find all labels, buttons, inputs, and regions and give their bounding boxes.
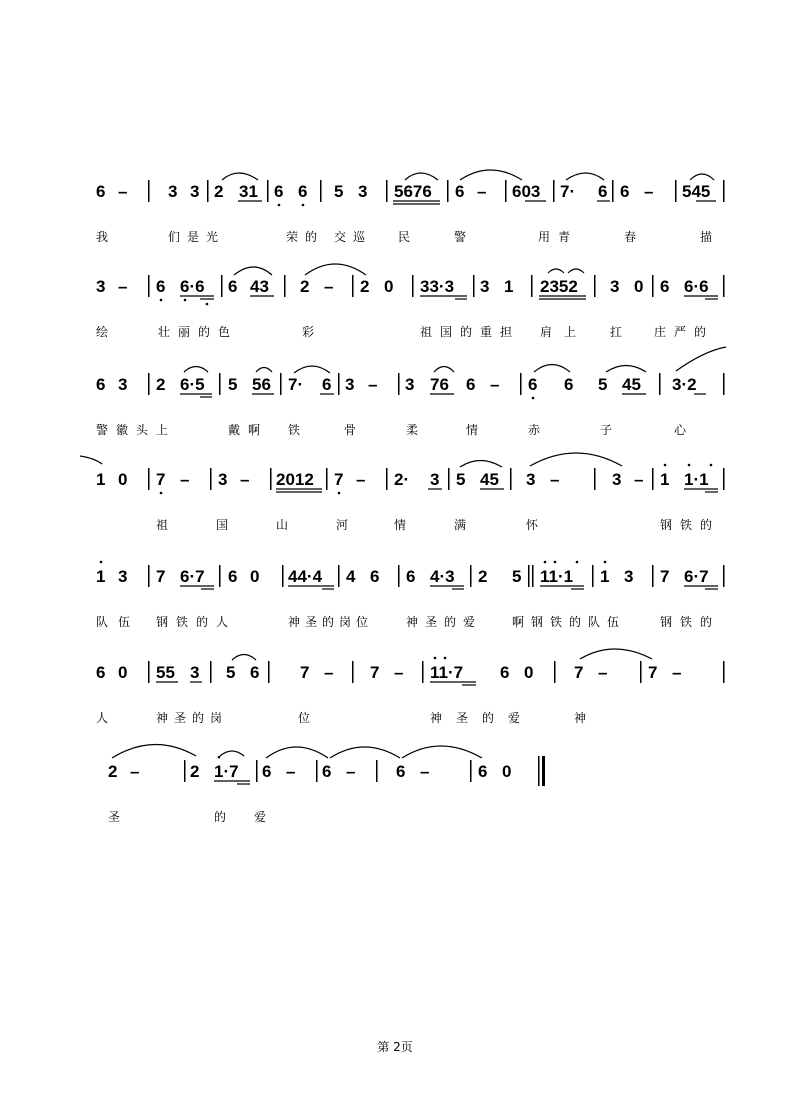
svg-text:–: – <box>644 182 654 201</box>
svg-text:0: 0 <box>524 663 534 682</box>
svg-text:7: 7 <box>334 470 344 489</box>
svg-text:6·7: 6·7 <box>180 567 205 586</box>
svg-text:6: 6 <box>396 762 406 781</box>
svg-text:3: 3 <box>405 375 415 394</box>
lyrics-line <box>0 808 790 830</box>
staff-system-2 <box>0 275 790 365</box>
svg-text:6: 6 <box>455 182 465 201</box>
svg-text:2012: 2012 <box>276 470 314 489</box>
lyric-text: 肩上 <box>540 325 589 339</box>
lyric-text: 铁 <box>288 423 301 437</box>
lyric-text: 扛 <box>610 325 623 339</box>
svg-text:7·: 7· <box>560 182 576 201</box>
svg-text:5: 5 <box>228 375 238 394</box>
lyric-text: 赤 <box>528 423 541 437</box>
svg-text:5: 5 <box>512 567 522 586</box>
svg-text:–: – <box>672 663 682 682</box>
svg-text:6·5: 6·5 <box>180 375 205 394</box>
svg-text:56: 56 <box>252 375 271 394</box>
svg-text:31: 31 <box>239 182 258 201</box>
svg-text:44·4: 44·4 <box>288 567 323 586</box>
svg-text:6: 6 <box>620 182 630 201</box>
svg-text:3: 3 <box>190 663 200 682</box>
svg-text:–: – <box>286 762 296 781</box>
staff-system-3 <box>0 373 790 463</box>
svg-text:6: 6 <box>250 663 260 682</box>
svg-text:1: 1 <box>660 470 670 489</box>
lyrics-line <box>0 323 790 345</box>
svg-text:6: 6 <box>466 375 476 394</box>
svg-text:7: 7 <box>156 470 166 489</box>
lyric-text: 钢铁的 <box>660 615 721 629</box>
staff-system-7 <box>0 760 790 850</box>
svg-text:76: 76 <box>430 375 449 394</box>
svg-text:2: 2 <box>300 277 310 296</box>
svg-text:–: – <box>324 277 334 296</box>
lyric-text: 满 <box>454 518 467 532</box>
svg-text:6: 6 <box>528 375 538 394</box>
svg-text:–: – <box>118 277 128 296</box>
staff-system-6 <box>0 661 790 751</box>
lyric-text: 交巡 <box>334 230 373 244</box>
svg-text:2: 2 <box>478 567 488 586</box>
svg-text:6: 6 <box>660 277 670 296</box>
svg-text:–: – <box>324 663 334 682</box>
lyric-text: 神圣的爱 <box>406 615 483 629</box>
lyric-text: 绘 <box>96 325 109 339</box>
lyric-text: 春 <box>624 230 637 244</box>
lyric-text: 情 <box>466 423 479 437</box>
svg-text:43: 43 <box>250 277 269 296</box>
svg-text:45: 45 <box>480 470 499 489</box>
lyrics-line <box>0 421 790 443</box>
svg-text:7: 7 <box>156 567 166 586</box>
svg-text:6: 6 <box>96 182 106 201</box>
svg-text:6: 6 <box>228 277 238 296</box>
svg-text:7: 7 <box>660 567 670 586</box>
svg-text:6: 6 <box>96 663 106 682</box>
lyric-text: 祖国的重担 <box>420 325 521 339</box>
svg-text:545: 545 <box>682 182 711 201</box>
lyric-text: 描 <box>700 230 713 244</box>
lyrics-line <box>0 228 790 250</box>
svg-text:5: 5 <box>226 663 236 682</box>
lyrics-line <box>0 613 790 635</box>
svg-text:6: 6 <box>478 762 488 781</box>
lyric-text: 柔 <box>406 423 419 437</box>
staff-system-4 <box>0 468 790 558</box>
svg-text:3: 3 <box>118 375 128 394</box>
svg-text:45: 45 <box>622 375 641 394</box>
svg-text:6·6: 6·6 <box>684 277 709 296</box>
svg-text:3: 3 <box>190 182 200 201</box>
svg-text:6: 6 <box>274 182 284 201</box>
svg-text:–: – <box>598 663 608 682</box>
lyrics-line <box>0 709 790 731</box>
lyric-text: 子 <box>600 423 613 437</box>
lyric-text: 们是光 <box>168 230 226 244</box>
svg-text:3: 3 <box>430 470 440 489</box>
svg-text:1·1: 1·1 <box>684 470 709 489</box>
lyric-text: 戴啊 <box>228 423 269 437</box>
lyric-text: 神圣的爱 <box>430 711 535 725</box>
svg-text:–: – <box>368 375 378 394</box>
lyric-text: 位 <box>298 711 311 725</box>
svg-text:–: – <box>477 182 487 201</box>
svg-text:0: 0 <box>502 762 512 781</box>
svg-text:6: 6 <box>228 567 238 586</box>
lyric-text: 庄严的 <box>654 325 715 339</box>
lyrics-line <box>0 516 790 538</box>
staff-system-1 <box>0 180 790 270</box>
svg-text:3: 3 <box>218 470 228 489</box>
svg-text:4·3: 4·3 <box>430 567 455 586</box>
svg-text:–: – <box>634 470 644 489</box>
svg-text:3·2: 3·2 <box>672 375 697 394</box>
svg-text:–: – <box>346 762 356 781</box>
svg-text:55: 55 <box>156 663 175 682</box>
lyric-text: 心 <box>674 423 687 437</box>
svg-text:2·: 2· <box>394 470 410 489</box>
lyric-text: 神 <box>574 711 587 725</box>
svg-text:6: 6 <box>370 567 380 586</box>
svg-text:6: 6 <box>322 762 332 781</box>
svg-text:7: 7 <box>300 663 310 682</box>
svg-text:6·6: 6·6 <box>180 277 205 296</box>
lyric-text: 啊钢铁的队伍 <box>512 615 627 629</box>
svg-text:33·3: 33·3 <box>420 277 455 296</box>
lyric-text: 我 <box>96 230 109 244</box>
lyric-text: 壮丽的色 <box>158 325 239 339</box>
svg-text:1: 1 <box>600 567 610 586</box>
svg-text:1: 1 <box>504 277 514 296</box>
svg-text:3: 3 <box>610 277 620 296</box>
svg-text:5676: 5676 <box>394 182 432 201</box>
svg-text:0: 0 <box>634 277 644 296</box>
svg-text:11·7: 11·7 <box>430 663 464 682</box>
svg-text:603: 603 <box>512 182 541 201</box>
svg-text:7·: 7· <box>288 375 304 394</box>
lyric-text: 彩 <box>302 325 315 339</box>
svg-text:3: 3 <box>358 182 368 201</box>
svg-text:6: 6 <box>156 277 166 296</box>
svg-text:0: 0 <box>250 567 260 586</box>
lyric-text: 圣 <box>108 810 121 824</box>
svg-text:6: 6 <box>298 182 308 201</box>
svg-text:6: 6 <box>406 567 416 586</box>
svg-text:3: 3 <box>526 470 536 489</box>
staff-system-5 <box>0 565 790 655</box>
svg-text:–: – <box>394 663 404 682</box>
lyric-text: 荣的 <box>286 230 325 244</box>
svg-text:7: 7 <box>648 663 658 682</box>
svg-text:–: – <box>490 375 500 394</box>
svg-text:–: – <box>118 182 128 201</box>
svg-text:6: 6 <box>322 375 332 394</box>
lyric-text: 队伍 <box>96 615 141 629</box>
svg-text:0: 0 <box>118 663 128 682</box>
svg-text:–: – <box>180 470 190 489</box>
svg-text:3: 3 <box>345 375 355 394</box>
lyric-text: 国 <box>216 518 229 532</box>
svg-text:7: 7 <box>370 663 380 682</box>
svg-text:6: 6 <box>598 182 608 201</box>
svg-text:1·7: 1·7 <box>214 762 239 781</box>
lyric-text: 神圣的岗 <box>156 711 229 725</box>
lyric-text: 用青 <box>538 230 579 244</box>
svg-text:2352: 2352 <box>540 277 578 296</box>
svg-text:–: – <box>420 762 430 781</box>
page-number: 第 2页 <box>377 1040 413 1054</box>
svg-text:1: 1 <box>96 470 106 489</box>
svg-text:11·1: 11·1 <box>540 567 574 586</box>
svg-text:–: – <box>356 470 366 489</box>
lyric-text: 的爱 <box>214 810 295 824</box>
svg-text:2: 2 <box>190 762 200 781</box>
svg-text:0: 0 <box>384 277 394 296</box>
svg-text:5: 5 <box>334 182 344 201</box>
svg-text:4: 4 <box>346 567 356 586</box>
svg-text:7: 7 <box>574 663 584 682</box>
lyric-text: 怀 <box>526 518 539 532</box>
svg-text:6: 6 <box>262 762 272 781</box>
lyric-text: 祖 <box>156 518 169 532</box>
lyric-text: 山 <box>276 518 289 532</box>
lyric-text: 警徽头上 <box>96 423 177 437</box>
lyric-text: 警 <box>454 230 467 244</box>
lyric-text: 钢铁的 <box>660 518 721 532</box>
lyric-text: 骨 <box>344 423 357 437</box>
lyric-text: 民 <box>398 230 411 244</box>
svg-text:2: 2 <box>360 277 370 296</box>
svg-text:5: 5 <box>456 470 466 489</box>
svg-text:–: – <box>550 470 560 489</box>
svg-text:3: 3 <box>612 470 622 489</box>
svg-text:3: 3 <box>118 567 128 586</box>
lyric-text: 情 <box>394 518 407 532</box>
svg-text:6·7: 6·7 <box>684 567 709 586</box>
lyric-text: 钢铁的人 <box>156 615 237 629</box>
lyric-text: 人 <box>96 711 109 725</box>
svg-text:5: 5 <box>598 375 608 394</box>
svg-text:3: 3 <box>624 567 634 586</box>
svg-text:0: 0 <box>118 470 128 489</box>
svg-text:3: 3 <box>168 182 178 201</box>
lyric-text: 神圣的岗位 <box>288 615 374 629</box>
svg-text:–: – <box>130 762 140 781</box>
svg-text:1: 1 <box>96 567 106 586</box>
svg-text:2: 2 <box>108 762 118 781</box>
svg-text:2: 2 <box>214 182 224 201</box>
lyric-text: 河 <box>336 518 349 532</box>
svg-text:6: 6 <box>564 375 574 394</box>
svg-text:3: 3 <box>480 277 490 296</box>
svg-text:–: – <box>240 470 250 489</box>
svg-text:6: 6 <box>500 663 510 682</box>
svg-text:3: 3 <box>96 277 106 296</box>
svg-text:6: 6 <box>96 375 106 394</box>
svg-text:2: 2 <box>156 375 166 394</box>
